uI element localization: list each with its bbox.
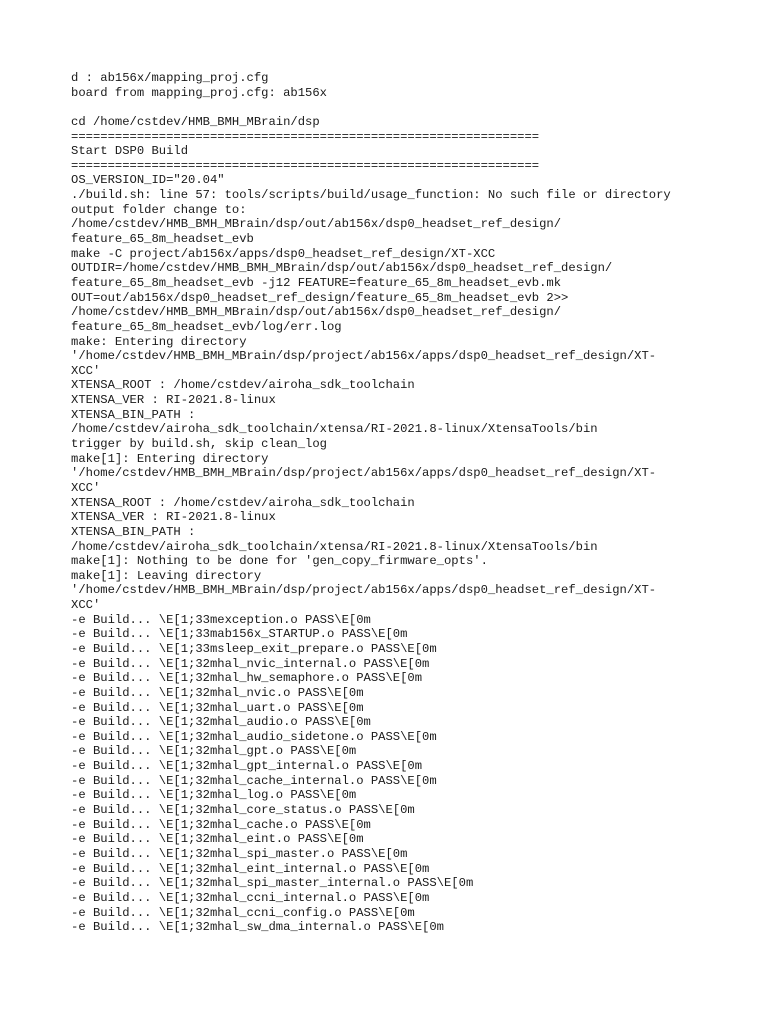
build-line: -e Build... \E[1;32mhal_gpt_internal.o PASS\E[0m bbox=[71, 759, 423, 774]
log-line: XCC' bbox=[71, 598, 101, 613]
log-line: /home/cstdev/HMB_BMH_MBrain/dsp/out/ab156x/dsp0_headset_ref_design/ bbox=[71, 305, 562, 320]
log-line: /home/cstdev/airoha_sdk_toolchain/xtensa/RI-2021.8-linux/XtensaTools/bin bbox=[71, 539, 598, 554]
log-line: /home/cstdev/airoha_sdk_toolchain/xtensa/RI-2021.8-linux/XtensaTools/bin bbox=[71, 422, 598, 437]
build-line: -e Build... \E[1;32mhal_eint.o PASS\E[0m bbox=[71, 832, 364, 847]
build-line: -e Build... \E[1;32mhal_ccni_internal.o PASS\E[0m bbox=[71, 890, 430, 905]
log-line: '/home/cstdev/HMB_BMH_MBrain/dsp/project/ab156x/apps/dsp0_headset_ref_design/XT- bbox=[71, 349, 657, 364]
log-line: make[1]: Entering directory bbox=[71, 451, 269, 466]
log-line: cd /home/cstdev/HMB_BMH_MBrain/dsp bbox=[71, 114, 320, 129]
log-line: XTENSA_VER : RI-2021.8-linux bbox=[71, 393, 276, 408]
build-line: -e Build... \E[1;32mhal_sw_dma_internal.o PASS\E[0m bbox=[71, 920, 444, 935]
build-line: -e Build... \E[1;32mhal_log.o PASS\E[0m bbox=[71, 788, 357, 803]
build-line: -e Build... \E[1;32mhal_ccni_config.o PASS\E[0m bbox=[71, 905, 415, 920]
log-line: XTENSA_ROOT : /home/cstdev/airoha_sdk_toolchain bbox=[71, 378, 415, 393]
log-line: OS_VERSION_ID="20.04" bbox=[71, 173, 225, 188]
log-line: Start DSP0 Build bbox=[71, 144, 189, 159]
log-line: make: Entering directory bbox=[71, 334, 247, 349]
build-line: -e Build... \E[1;32mhal_nvic_internal.o PASS\E[0m bbox=[71, 656, 430, 671]
log-line: '/home/cstdev/HMB_BMH_MBrain/dsp/project/ab156x/apps/dsp0_headset_ref_design/XT- bbox=[71, 583, 657, 598]
log-line: XTENSA_BIN_PATH : bbox=[71, 407, 196, 422]
log-line: board from mapping_proj.cfg: ab156x bbox=[71, 85, 327, 100]
document-page bbox=[71, 71, 751, 935]
build-line: -e Build... \E[1;33mexception.o PASS\E[0m bbox=[71, 612, 371, 627]
log-line: feature_65_8m_headset_evb -j12 FEATURE=feature_65_8m_headset_evb.mk bbox=[71, 275, 562, 290]
log-line: XTENSA_VER : RI-2021.8-linux bbox=[71, 510, 276, 525]
build-line: -e Build... \E[1;32mhal_uart.o PASS\E[0m bbox=[71, 700, 364, 715]
build-line: -e Build... \E[1;32mhal_spi_master_internal.o PASS\E[0m bbox=[71, 876, 474, 891]
log-separator: ================================================================ bbox=[71, 129, 540, 144]
log-line: /home/cstdev/HMB_BMH_MBrain/dsp/out/ab156x/dsp0_headset_ref_design/ bbox=[71, 217, 562, 232]
build-line: -e Build... \E[1;32mhal_cache_internal.o PASS\E[0m bbox=[71, 773, 437, 788]
log-line: ./build.sh: line 57: tools/scripts/build/usage_function: No such file or directory bbox=[71, 188, 671, 203]
log-line: OUTDIR=/home/cstdev/HMB_BMH_MBrain/dsp/out/ab156x/dsp0_headset_ref_design/ bbox=[71, 261, 613, 276]
log-line: '/home/cstdev/HMB_BMH_MBrain/dsp/project/ab156x/apps/dsp0_headset_ref_design/XT- bbox=[71, 466, 657, 481]
log-separator: ================================================================ bbox=[71, 158, 540, 173]
build-line: -e Build... \E[1;32mhal_spi_master.o PASS\E[0m bbox=[71, 846, 408, 861]
build-line: -e Build... \E[1;32mhal_core_status.o PASS\E[0m bbox=[71, 803, 415, 818]
log-line: make[1]: Nothing to be done for 'gen_copy_firmware_opts'. bbox=[71, 554, 488, 569]
log-line: make -C project/ab156x/apps/dsp0_headset_ref_design/XT-XCC bbox=[71, 246, 496, 261]
log-line: trigger by build.sh, skip clean_log bbox=[71, 437, 327, 452]
build-line: -e Build... \E[1;32mhal_audio.o PASS\E[0m bbox=[71, 715, 371, 730]
log-line bbox=[71, 100, 751, 115]
log-line: make[1]: Leaving directory bbox=[71, 568, 262, 583]
log-line: XTENSA_BIN_PATH : bbox=[71, 524, 196, 539]
build-line: -e Build... \E[1;33mab156x_STARTUP.o PASS\E[0m bbox=[71, 627, 408, 642]
log-line: d : ab156x/mapping_proj.cfg bbox=[71, 71, 269, 85]
build-line: -e Build... \E[1;32mhal_eint_internal.o PASS\E[0m bbox=[71, 861, 430, 876]
log-line: output folder change to: bbox=[71, 202, 247, 217]
build-line: -e Build... \E[1;32mhal_audio_sidetone.o PASS\E[0m bbox=[71, 729, 437, 744]
build-line: -e Build... \E[1;32mhal_nvic.o PASS\E[0m bbox=[71, 685, 364, 700]
build-line: -e Build... \E[1;32mhal_gpt.o PASS\E[0m bbox=[71, 744, 357, 759]
log-line: feature_65_8m_headset_evb bbox=[71, 232, 254, 247]
log-line: feature_65_8m_headset_evb/log/err.log bbox=[71, 319, 342, 334]
build-line: -e Build... \E[1;33msleep_exit_prepare.o PASS\E[0m bbox=[71, 641, 437, 656]
log-line: OUT=out/ab156x/dsp0_headset_ref_design/feature_65_8m_headset_evb 2>> bbox=[71, 290, 569, 305]
log-line: XCC' bbox=[71, 480, 101, 495]
build-line: -e Build... \E[1;32mhal_cache.o PASS\E[0m bbox=[71, 817, 371, 832]
build-line: -e Build... \E[1;32mhal_hw_semaphore.o PASS\E[0m bbox=[71, 671, 423, 686]
log-line: XCC' bbox=[71, 363, 101, 378]
log-line: XTENSA_ROOT : /home/cstdev/airoha_sdk_toolchain bbox=[71, 495, 415, 510]
